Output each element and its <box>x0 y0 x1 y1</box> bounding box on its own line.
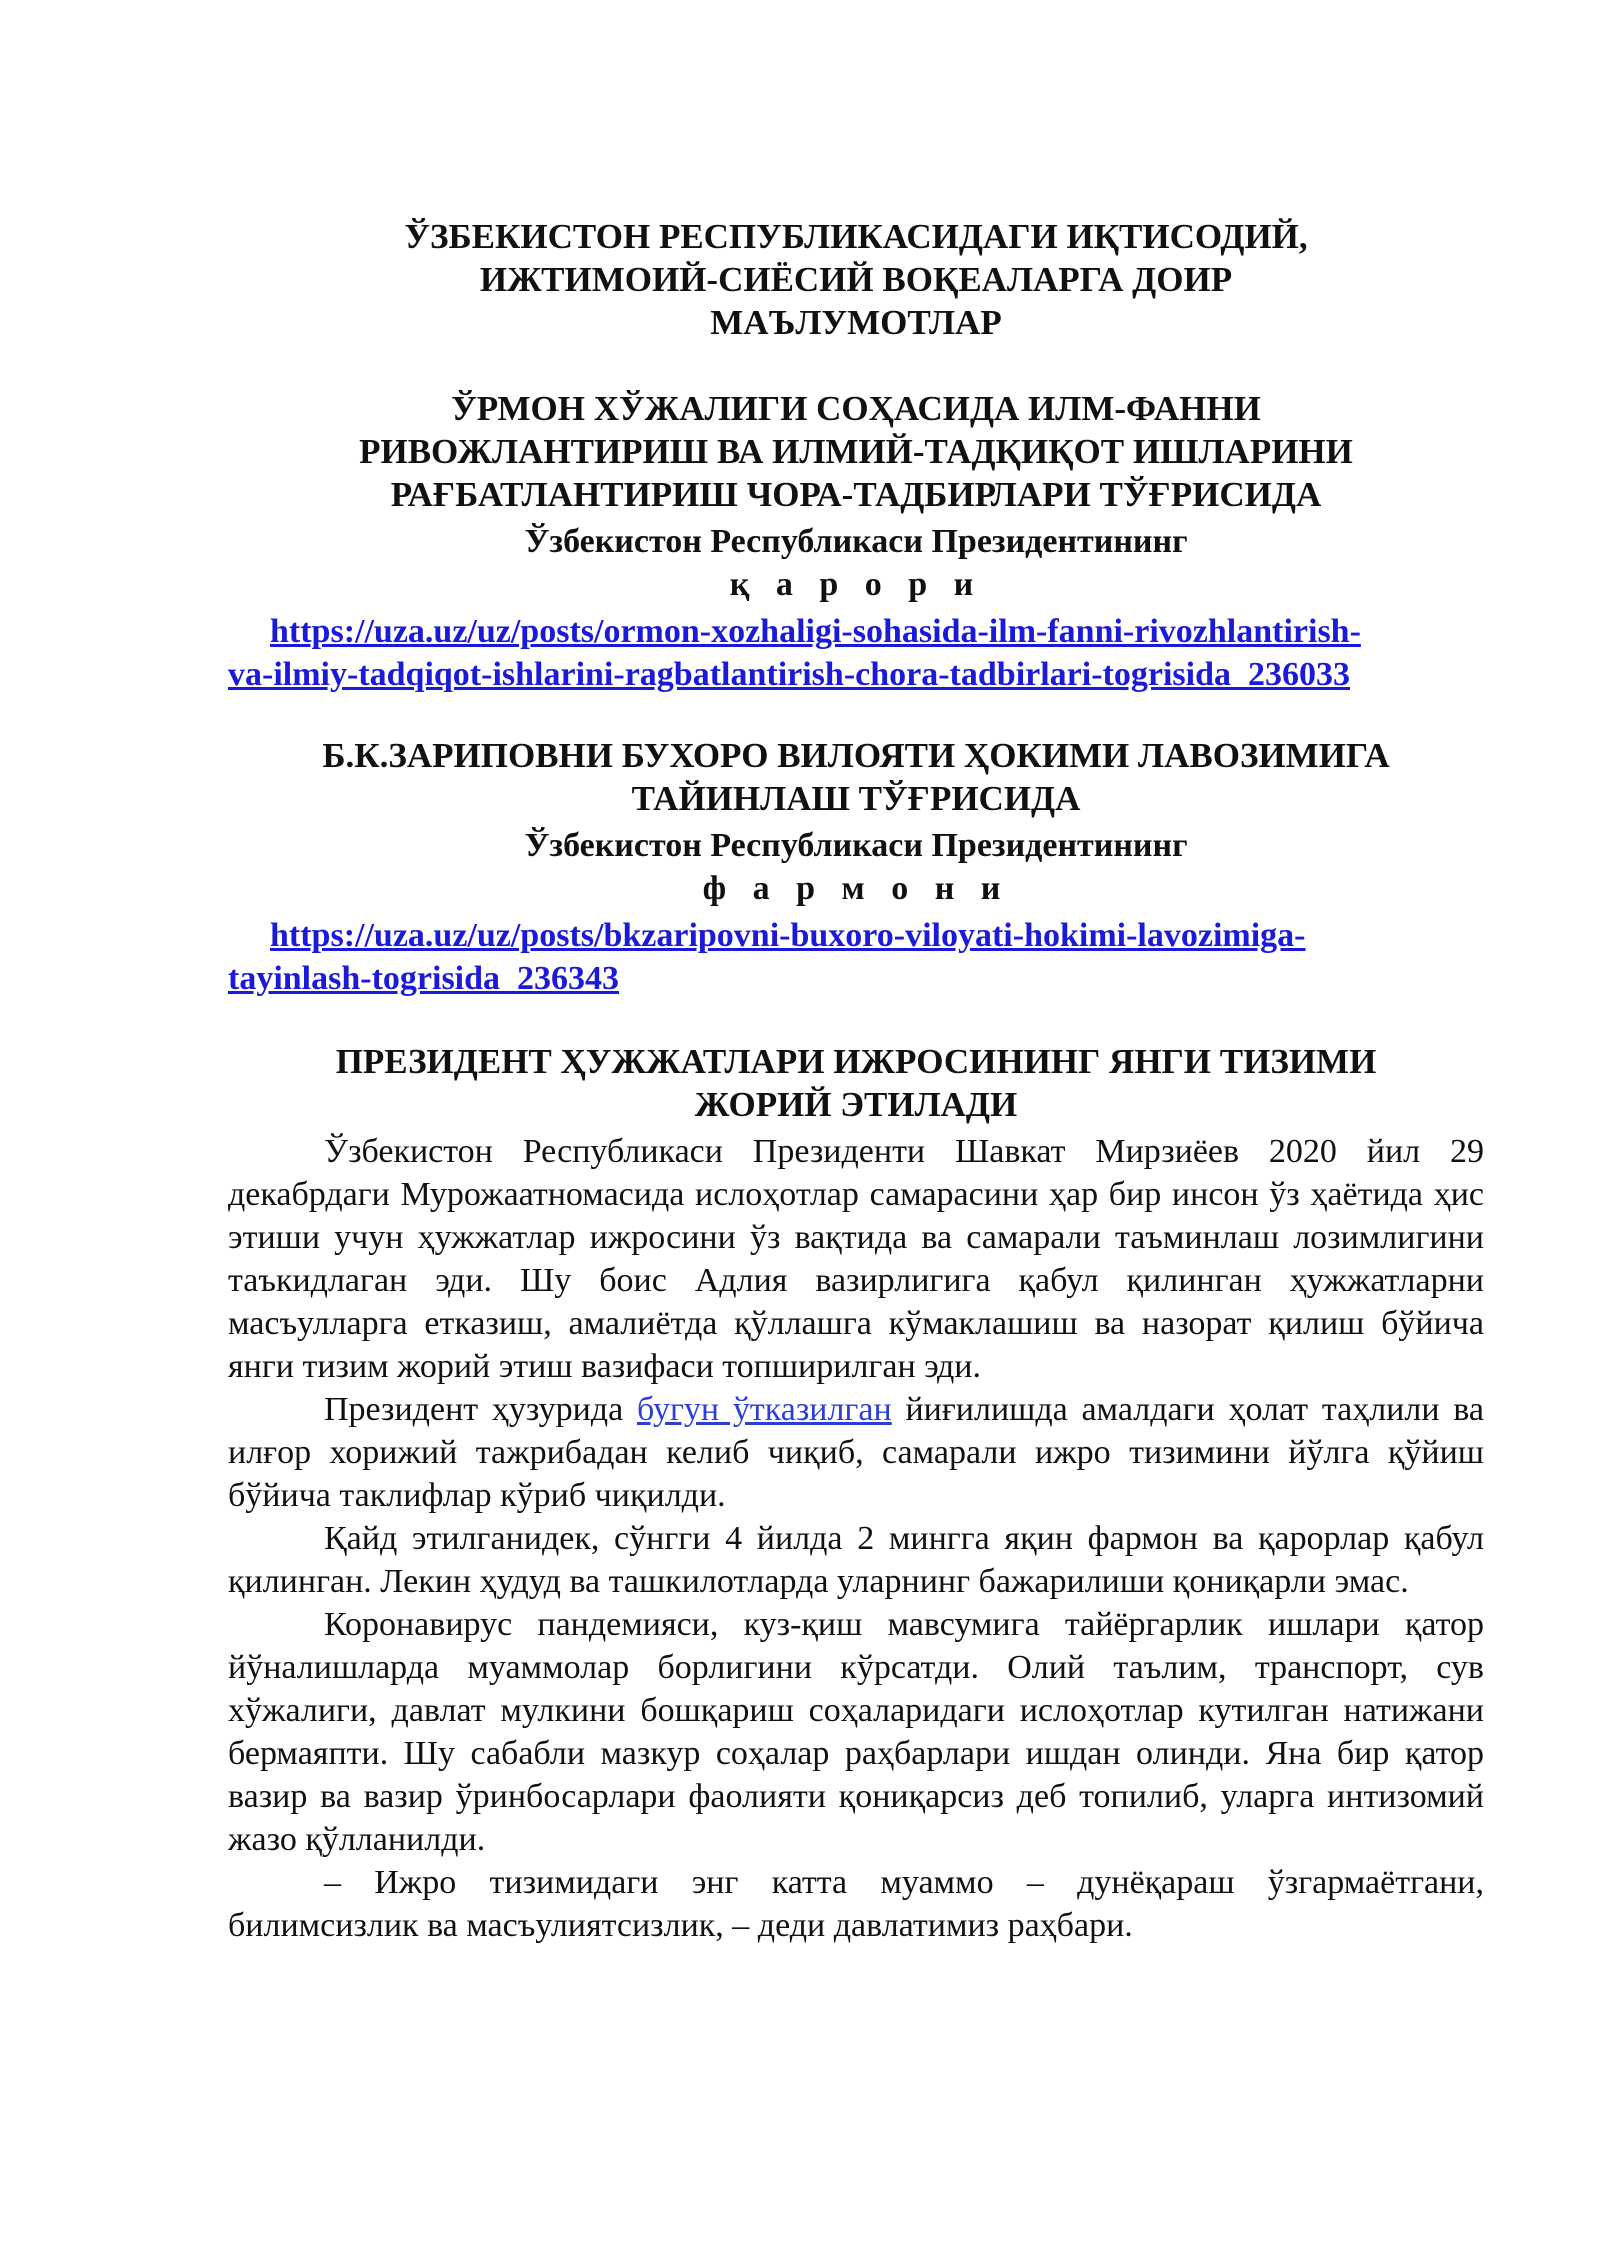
paragraph-2-rest: йиғилишда амалдаги ҳолат таҳлили ва илғор хорижий тажрибадан келиб чиқиб, самарали ижро тизимини йўлга қўйиш бўйича таклифлар кўриб чиқилди. <box>228 1391 1485 1514</box>
meeting-link[interactable]: бугун ўтказилган <box>636 1391 892 1428</box>
appointment-heading-line-2: ТАЙИНЛАШ ТЎҒРИСИДА <box>631 779 1081 818</box>
execution-heading-line-1: ПРЕЗИДЕНТ ҲУЖЖАТЛАРИ ИЖРОСИНИНГ ЯНГИ ТИЗИМИ <box>335 1042 1377 1081</box>
appointment-link-line-1: https://uza.uz/uz/posts/bkzaripovni-buxoro-viloyati-hokimi-lavozimiga- <box>270 917 1306 954</box>
forestry-doc-type: қ а р о р и <box>729 566 983 603</box>
appointment-link[interactable] <box>228 914 1484 1000</box>
forestry-link-block <box>228 610 1484 696</box>
forestry-link-line-2: va-ilmiy-tadqiqot-ishlarini-ragbatlantirish-chora-tadbirlari-togrisida_236033 <box>228 656 1350 693</box>
body-paragraph-4: Коронавирус пандемияси, куз-қиш мавсумига тайёргарлик ишлари қатор йўналишларда муаммолар борлигини кўрсатди. Олий таълим, транспорт, сув хўжалиги, давлат мулкини бошқариш соҳаларидаги ислоҳотлар кутилган натижани бермаяпти. Шу сабабли мазкур соҳалар раҳбарлари ишдан олинди. Яна бир қатор вазир ва вазир ўринбосарлари фаолияти қониқарсиз деб топилиб, уларга интизомий жазо қўлланилди. <box>228 1606 1484 1858</box>
appointment-link-line-2: tayinlash-togrisida_236343 <box>228 960 620 997</box>
document-page <box>228 215 1484 1947</box>
appointment-heading-line-1: Б.К.ЗАРИПОВНИ БУХОРО ВИЛОЯТИ ҲОКИМИ ЛАВОЗИМИГА <box>322 736 1390 775</box>
appointment-doc-type: ф а р м о н и <box>702 870 1010 907</box>
appointment-issuer: Ўзбекистон Республикаси Президентининг <box>524 827 1188 864</box>
body-paragraph-1: Ўзбекистон Республикаси Президенти Шавкат Мирзиёев 2020 йил 29 декабрдаги Мурожаатномасида ислоҳотлар самарасини ҳар бир инсон ўз ҳаётида ҳис этиши учун ҳужжатлар ижросини ўз вақтида ва самарали таъминлаш лозимлигини таъкидлаган эди. Шу боис Адлия вазирлигига қабул қилинган ҳужжатларни масъулларга етказиш, амалиётда қўллашга кўмаклашиш ва назорат қилиш бўйича янги тизим жорий этиш вазифаси топширилган эди. <box>228 1133 1484 1385</box>
main-title <box>228 215 1484 344</box>
forestry-heading-line-3: РАҒБАТЛАНТИРИШ ЧОРА-ТАДБИРЛАРИ ТЎҒРИСИДА <box>390 475 1322 514</box>
section-heading-forestry <box>228 387 1484 516</box>
main-title-line-1: ЎЗБЕКИСТОН РЕСПУБЛИКАСИДАГИ ИҚТИСОДИЙ, <box>404 217 1308 256</box>
body-paragraph-2 <box>228 1388 1484 1517</box>
body-paragraph-3: Қайд этилганидек, сўнгги 4 йилда 2 мингга яқин фармон ва қарорлар қабул қилинган. Лекин ҳудуд ва ташкилотларда уларнинг бажарилиши қониқарли эмас. <box>228 1520 1484 1600</box>
forestry-issuer: Ўзбекистон Республикаси Президентининг <box>524 523 1188 560</box>
section-heading-execution-system <box>228 1040 1484 1126</box>
forestry-heading-line-2: РИВОЖЛАНТИРИШ ВА ИЛМИЙ-ТАДҚИҚОТ ИШЛАРИНИ <box>359 432 1353 471</box>
main-title-line-3: МАЪЛУМОТЛАР <box>710 303 1002 342</box>
body-paragraph-5: – Ижро тизимидаги энг катта муаммо – дунёқараш ўзгармаётгани, билимсизлик ва масъулиятсизлик, – деди давлатимиз раҳбари. <box>228 1864 1484 1944</box>
paragraph-2-lead: Президент ҳузурида <box>324 1391 637 1428</box>
execution-heading-line-2: ЖОРИЙ ЭТИЛАДИ <box>694 1085 1018 1124</box>
main-title-line-2: ИЖТИМОИЙ-СИЁСИЙ ВОҚЕАЛАРГА ДОИР <box>479 260 1233 299</box>
forestry-link[interactable] <box>228 610 1484 696</box>
section-heading-appointment <box>228 734 1484 820</box>
forestry-link-line-1: https://uza.uz/uz/posts/ormon-xozhaligi-sohasida-ilm-fanni-rivozhlantirish- <box>270 613 1361 650</box>
appointment-link-block <box>228 914 1484 1000</box>
forestry-heading-line-1: ЎРМОН ХЎЖАЛИГИ СОҲАСИДА ИЛМ-ФАННИ <box>451 389 1261 428</box>
